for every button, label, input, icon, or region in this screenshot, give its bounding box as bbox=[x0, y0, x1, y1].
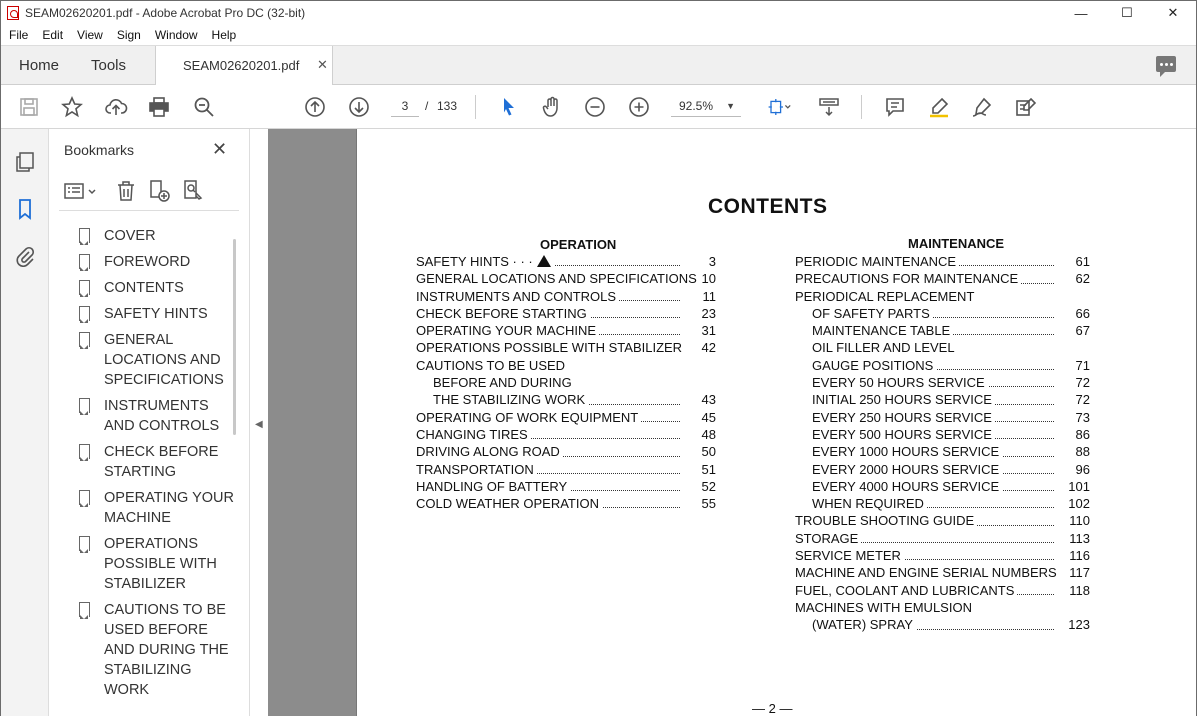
delete-bookmark-icon[interactable] bbox=[114, 179, 138, 203]
zoom-level-select[interactable] bbox=[671, 95, 741, 117]
toc-page-number: 10 bbox=[686, 270, 716, 287]
toc-row bbox=[416, 288, 716, 305]
toc-entry-title: GAUGE POSITIONS bbox=[812, 358, 936, 373]
toc-entry-title: CHANGING TIRES bbox=[416, 427, 531, 442]
warning-triangle-icon bbox=[537, 255, 551, 267]
menu-window[interactable]: Window bbox=[154, 28, 198, 42]
toc-entry-title: MAINTENANCE TABLE bbox=[812, 323, 953, 338]
toc-entry-title: SAFETY HINTS · · · bbox=[416, 254, 554, 269]
new-bookmark-icon[interactable] bbox=[147, 179, 171, 203]
bookmark-item-general-locations[interactable] bbox=[75, 330, 235, 390]
toc-row bbox=[416, 253, 716, 270]
toc-row bbox=[795, 305, 1090, 322]
page-separator: / bbox=[425, 99, 429, 113]
collapse-panel-handle[interactable] bbox=[250, 129, 268, 716]
acrobat-app-icon bbox=[7, 6, 19, 20]
toc-page-number: 11 bbox=[686, 288, 716, 305]
toc-row bbox=[416, 478, 716, 495]
toc-row bbox=[795, 443, 1090, 460]
toc-entry-title: EVERY 1000 HOURS SERVICE bbox=[812, 444, 1002, 459]
tab-tools[interactable]: Tools bbox=[91, 57, 127, 74]
toc-entry-title: PERIODIC MAINTENANCE bbox=[795, 254, 959, 269]
toc-entry-title: TRANSPORTATION bbox=[416, 462, 537, 477]
bookmark-item-instruments[interactable] bbox=[75, 396, 235, 436]
toc-entry-title: HANDLING OF BATTERY bbox=[416, 479, 570, 494]
toc-row bbox=[795, 253, 1090, 270]
bookmark-item-check-before-starting[interactable] bbox=[75, 442, 235, 482]
tab-bar bbox=[1, 45, 1196, 85]
toc-row bbox=[795, 357, 1090, 374]
highlight-pen-icon[interactable] bbox=[925, 93, 953, 121]
bookmark-item-operating-machine[interactable] bbox=[75, 488, 235, 528]
find-zoom-icon[interactable] bbox=[190, 93, 218, 121]
upload-cloud-icon[interactable] bbox=[102, 93, 130, 121]
document-viewport[interactable] bbox=[268, 129, 1196, 716]
menu-file[interactable]: File bbox=[9, 28, 29, 42]
bookmark-item-contents[interactable] bbox=[75, 278, 235, 298]
window-title: SEAM02620201.pdf - Adobe Acrobat Pro DC (32-bit) bbox=[25, 6, 306, 20]
bookmark-label: GENERAL LOCATIONS AND SPECIFICATIONS bbox=[104, 332, 224, 388]
toc-page-number: 86 bbox=[1060, 426, 1090, 443]
toc-page-number: 71 bbox=[1060, 357, 1090, 374]
page-number-input[interactable]: 3 bbox=[391, 95, 419, 117]
sign-pen-icon[interactable] bbox=[968, 93, 996, 121]
toc-row bbox=[795, 461, 1090, 478]
toc-page-number: 117 bbox=[1060, 564, 1090, 581]
toc-row bbox=[416, 374, 716, 391]
toc-row bbox=[795, 512, 1090, 529]
toc-entry-title: TROUBLE SHOOTING GUIDE bbox=[795, 513, 977, 528]
left-rail bbox=[1, 129, 49, 716]
toc-entry-title: WHEN REQUIRED bbox=[812, 496, 927, 511]
bookmark-icon bbox=[79, 306, 90, 321]
tab-document[interactable] bbox=[155, 46, 333, 86]
toc-entry-title: CHECK BEFORE STARTING bbox=[416, 306, 590, 321]
toc-entry-title: COLD WEATHER OPERATION bbox=[416, 496, 602, 511]
toc-page-number: 96 bbox=[1060, 461, 1090, 478]
toc-page-number: 43 bbox=[686, 391, 716, 408]
comment-bubble-icon[interactable] bbox=[1156, 56, 1176, 72]
toc-entry-title: BEFORE AND DURING bbox=[433, 375, 575, 390]
window-controls bbox=[1058, 1, 1196, 25]
toc-page-number: 52 bbox=[686, 478, 716, 495]
toc-row bbox=[795, 478, 1090, 495]
title-bar bbox=[1, 1, 1196, 25]
bookmark-item-foreword[interactable] bbox=[75, 252, 235, 272]
toc-entry-title: OPERATING YOUR MACHINE bbox=[416, 323, 599, 338]
page-footer-number: — 2 — bbox=[752, 701, 793, 716]
toc-entry-title: CAUTIONS TO BE USED bbox=[416, 358, 568, 373]
toc-page-number: 61 bbox=[1060, 253, 1090, 270]
toc-page-number: 72 bbox=[1060, 391, 1090, 408]
bookmark-options-icon[interactable] bbox=[63, 179, 99, 203]
toc-entry-title: GENERAL LOCATIONS AND SPECIFICATIONS bbox=[416, 271, 700, 286]
zoom-in-icon[interactable] bbox=[625, 93, 653, 121]
bookmarks-scrollbar[interactable] bbox=[233, 239, 236, 435]
toc-row bbox=[416, 443, 716, 460]
bookmark-search-icon[interactable] bbox=[181, 179, 205, 203]
toc-entry-title: INSTRUMENTS AND CONTROLS bbox=[416, 289, 619, 304]
toc-entry-title: DRIVING ALONG ROAD bbox=[416, 444, 563, 459]
toc-page-number: 31 bbox=[686, 322, 716, 339]
minimize-icon[interactable]: — bbox=[1074, 5, 1088, 21]
toc-entry-title: OPERATIONS POSSIBLE WITH STABILIZER bbox=[416, 340, 685, 355]
toc-page-number: 50 bbox=[686, 443, 716, 460]
toc-row bbox=[795, 582, 1090, 599]
maintenance-toc bbox=[795, 253, 1090, 634]
toc-row bbox=[795, 616, 1090, 633]
toc-entry-title: EVERY 2000 HOURS SERVICE bbox=[812, 462, 1002, 477]
bookmark-label: OPERATIONS POSSIBLE WITH STABILIZER bbox=[104, 536, 217, 592]
toc-entry-title: MACHINE AND ENGINE SERIAL NUMBERS bbox=[795, 565, 1060, 580]
toc-page-number: 101 bbox=[1060, 478, 1090, 495]
toc-row bbox=[795, 339, 1090, 356]
bookmark-label: SAFETY HINTS bbox=[104, 306, 208, 322]
scrolling-mode-icon[interactable] bbox=[815, 93, 843, 121]
comment-icon[interactable] bbox=[881, 93, 909, 121]
bookmark-icon bbox=[79, 602, 90, 617]
menu-view[interactable]: View bbox=[77, 28, 103, 42]
page-thumbnails-icon[interactable] bbox=[14, 151, 36, 173]
close-window-icon[interactable]: ✕ bbox=[1167, 5, 1179, 20]
toc-row bbox=[795, 322, 1090, 339]
toc-page-number: 67 bbox=[1060, 322, 1090, 339]
toc-row bbox=[795, 495, 1090, 512]
toc-page-number: 102 bbox=[1060, 495, 1090, 512]
operation-heading: OPERATION bbox=[540, 237, 617, 252]
bookmarks-panel bbox=[49, 129, 250, 716]
page-title: CONTENTS bbox=[708, 195, 828, 218]
bookmark-label: COVER bbox=[104, 228, 156, 244]
bookmark-icon bbox=[79, 228, 90, 243]
bookmark-icon bbox=[79, 398, 90, 413]
toc-entry-title: EVERY 250 HOURS SERVICE bbox=[812, 410, 995, 425]
zoom-out-icon[interactable] bbox=[581, 93, 609, 121]
previous-page-icon[interactable] bbox=[301, 93, 329, 121]
toc-page-number: 123 bbox=[1060, 616, 1090, 633]
toc-row bbox=[416, 391, 716, 408]
toc-page-number: 55 bbox=[686, 495, 716, 512]
hand-tool-icon[interactable] bbox=[538, 93, 566, 121]
menu-help[interactable]: Help bbox=[211, 28, 237, 42]
toc-row bbox=[416, 270, 716, 287]
toc-entry-title: INITIAL 250 HOURS SERVICE bbox=[812, 392, 995, 407]
toolbar-divider bbox=[475, 95, 476, 119]
toc-row bbox=[795, 599, 1090, 616]
toc-row bbox=[795, 530, 1090, 547]
toc-row bbox=[795, 391, 1090, 408]
bookmark-icon bbox=[79, 444, 90, 459]
toc-row bbox=[416, 339, 716, 356]
menu-bar bbox=[1, 25, 1196, 45]
bookmark-label: OPERATING YOUR MACHINE bbox=[104, 490, 234, 526]
zoom-level-value: 92.5% bbox=[679, 99, 714, 113]
toc-entry-title: OPERATING OF WORK EQUIPMENT bbox=[416, 410, 641, 425]
maximize-icon[interactable]: ☐ bbox=[1121, 5, 1133, 20]
close-panel-icon[interactable]: ✕ bbox=[212, 139, 228, 159]
toc-page-number: 113 bbox=[1060, 530, 1090, 547]
toc-entry-title: SERVICE METER bbox=[795, 548, 904, 563]
toc-entry-title: OIL FILLER AND LEVEL bbox=[812, 340, 958, 355]
bookmarks-toolbar bbox=[59, 173, 239, 211]
bookmark-list bbox=[75, 226, 235, 706]
toc-page-number: 48 bbox=[686, 426, 716, 443]
toc-row bbox=[795, 409, 1090, 426]
operation-toc bbox=[416, 253, 716, 512]
toc-page-number: 118 bbox=[1060, 582, 1090, 599]
toc-entry-title: THE STABILIZING WORK bbox=[433, 392, 588, 407]
toc-entry-title: PRECAUTIONS FOR MAINTENANCE bbox=[795, 271, 1021, 286]
print-icon[interactable] bbox=[145, 93, 173, 121]
next-page-icon[interactable] bbox=[345, 93, 373, 121]
bookmark-icon bbox=[79, 536, 90, 551]
toc-page-number: 23 bbox=[686, 305, 716, 322]
toc-entry-title: EVERY 500 HOURS SERVICE bbox=[812, 427, 995, 442]
toc-entry-title: (WATER) SPRAY bbox=[812, 617, 916, 632]
toc-row bbox=[416, 322, 716, 339]
toc-row bbox=[416, 305, 716, 322]
toc-row bbox=[416, 409, 716, 426]
toc-entry-title: OF SAFETY PARTS bbox=[812, 306, 933, 321]
toc-row bbox=[795, 547, 1090, 564]
edit-pdf-icon[interactable] bbox=[1012, 93, 1040, 121]
toc-row bbox=[795, 374, 1090, 391]
toc-page-number: 3 bbox=[686, 253, 716, 270]
toc-page-number: 110 bbox=[1060, 512, 1090, 529]
bookmark-item-cautions[interactable] bbox=[75, 600, 235, 700]
total-pages: 133 bbox=[437, 99, 458, 113]
toc-row bbox=[416, 357, 716, 374]
toc-entry-title: EVERY 4000 HOURS SERVICE bbox=[812, 479, 1002, 494]
toc-row bbox=[416, 426, 716, 443]
toc-entry-title: PERIODICAL REPLACEMENT bbox=[795, 289, 977, 304]
pdf-page bbox=[356, 129, 1196, 716]
toc-row bbox=[795, 270, 1090, 287]
toolbar bbox=[1, 85, 1196, 129]
toc-page-number: 51 bbox=[686, 461, 716, 478]
bookmark-star-icon[interactable] bbox=[58, 93, 86, 121]
toc-entry-title: EVERY 50 HOURS SERVICE bbox=[812, 375, 988, 390]
toc-entry-title: MACHINES WITH EMULSION bbox=[795, 600, 975, 615]
toc-page-number: 88 bbox=[1060, 443, 1090, 460]
toc-page-number: 62 bbox=[1060, 270, 1090, 287]
bookmark-icon bbox=[79, 490, 90, 505]
toc-page-number: 45 bbox=[686, 409, 716, 426]
toc-page-number: 66 bbox=[1060, 305, 1090, 322]
attachments-paperclip-icon[interactable] bbox=[14, 245, 36, 267]
tab-home[interactable]: Home bbox=[19, 57, 60, 74]
close-tab-icon[interactable]: ✕ bbox=[317, 57, 328, 72]
bookmarks-panel-title: Bookmarks bbox=[64, 142, 135, 158]
toc-page-number: 116 bbox=[1060, 547, 1090, 564]
toc-row bbox=[416, 495, 716, 512]
page-fit-icon[interactable] bbox=[761, 93, 797, 121]
bookmark-label: FOREWORD bbox=[104, 254, 191, 270]
tab-document-label: SEAM02620201.pdf bbox=[183, 58, 300, 73]
menu-edit[interactable]: Edit bbox=[42, 28, 64, 42]
toc-page-number: 73 bbox=[1060, 409, 1090, 426]
chevron-down-icon: ▼ bbox=[726, 101, 735, 111]
toc-page-number: 72 bbox=[1060, 374, 1090, 391]
toc-entry-title: STORAGE bbox=[795, 531, 861, 546]
toc-row bbox=[416, 461, 716, 478]
save-icon[interactable] bbox=[15, 93, 43, 121]
toc-row bbox=[795, 426, 1090, 443]
toc-row bbox=[795, 288, 1090, 305]
bookmark-item-operations-stabilizer[interactable] bbox=[75, 534, 235, 594]
bookmark-icon bbox=[79, 254, 90, 269]
toc-page-number: 42 bbox=[686, 339, 716, 356]
toc-entry-title: FUEL, COOLANT AND LUBRICANTS bbox=[795, 583, 1017, 598]
bookmark-label: CAUTIONS TO BE USED BEFORE AND DURING THE STABILIZING WORK bbox=[104, 602, 229, 698]
bookmark-label: INSTRUMENTS AND CONTROLS bbox=[104, 398, 220, 434]
bookmark-icon bbox=[79, 280, 90, 295]
bookmark-label: CONTENTS bbox=[104, 280, 184, 296]
bookmark-label: CHECK BEFORE STARTING bbox=[104, 444, 219, 480]
toolbar-divider bbox=[861, 95, 862, 119]
menu-sign[interactable]: Sign bbox=[116, 28, 141, 42]
chevron-left-icon: ◀ bbox=[255, 419, 263, 430]
maintenance-heading: MAINTENANCE bbox=[908, 236, 1005, 251]
bookmark-item-safety-hints[interactable] bbox=[75, 304, 235, 324]
bookmark-icon bbox=[79, 332, 90, 347]
select-cursor-icon[interactable] bbox=[494, 93, 522, 121]
toc-row bbox=[795, 564, 1090, 581]
bookmark-item-cover[interactable] bbox=[75, 226, 235, 246]
bookmarks-panel-icon[interactable] bbox=[14, 198, 36, 220]
